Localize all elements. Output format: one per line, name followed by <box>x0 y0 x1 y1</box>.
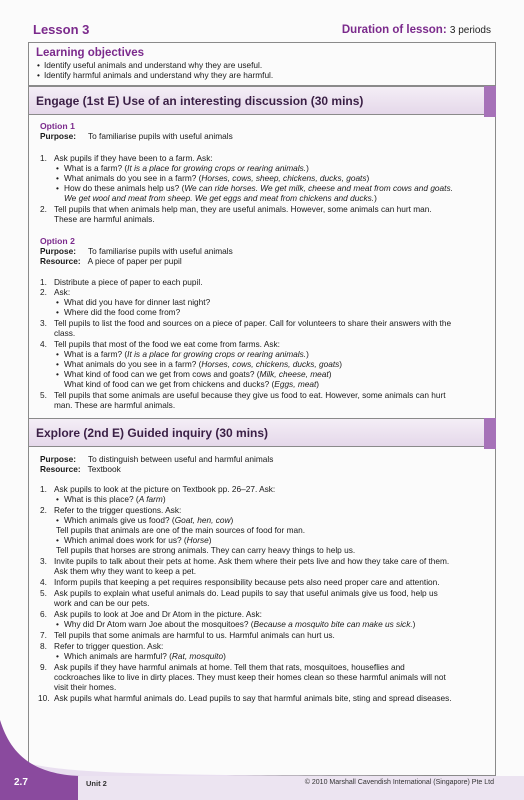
explore-bullet: • Which animal does work for us? (Horse) <box>56 535 212 545</box>
step-text: Inform pupils that keeping a pet requires responsibility because pets also need proper care and attention. <box>54 577 440 587</box>
bullet-text: Which animals are harmful? ( <box>64 651 172 661</box>
explore-step9-cont: visit their homes. <box>54 682 117 692</box>
option1-step2-cont: These are harmful animals. <box>54 214 155 224</box>
resource-label: Resource: <box>40 256 81 266</box>
option1-bullet: • How do these animals help us? (We can ride horses. We get milk, cheese and meat from cows and goats. <box>56 183 453 193</box>
bullet-text: What is this place? ( <box>64 494 139 504</box>
bullet-text: Which animals give us food? ( <box>64 515 175 525</box>
step-text: Tell pupils that when animals help man, they are useful animals. However, some animals can hurt man. <box>54 204 432 214</box>
option2-bullet: • What is a farm? (It is a place for growing crops or rearing animals.) <box>56 349 309 359</box>
step-number: 2. <box>40 204 47 214</box>
purpose-label: Purpose: <box>40 131 76 141</box>
option2-step-cont: class. <box>54 328 76 338</box>
option2-bullet: • What did you have for dinner last night? <box>56 297 211 307</box>
option1-bullet: • What animals do you see in a farm? (Horses, cows, sheep, chickens, ducks, goats) <box>56 173 370 183</box>
explore-step3 <box>40 556 449 566</box>
engage-band <box>29 86 495 115</box>
bullet-answer: We can ride horses. We get milk, cheese and meat from cows and goats. <box>184 183 453 193</box>
option2-resource <box>40 256 182 266</box>
bullet-text: What animals do you see in a farm? ( <box>64 359 202 369</box>
bullet-answer: Horses, cows, chickens, ducks, goats <box>201 359 340 369</box>
bullet-close: ) <box>223 651 226 661</box>
option1-purpose <box>40 131 233 141</box>
explore-step4 <box>40 577 440 587</box>
bullet-text: What did you have for dinner last night? <box>64 297 211 307</box>
step-text: Refer to the trigger questions. Ask: <box>54 505 182 515</box>
step-number: 1. <box>40 153 47 163</box>
explore-step5 <box>40 588 438 598</box>
step-number: 4. <box>40 577 47 587</box>
bullet-close: ) <box>208 535 212 545</box>
option2-step5-cont: man. These are harmful animals. <box>54 400 176 410</box>
lesson-duration <box>342 24 491 36</box>
explore-step2 <box>40 505 181 515</box>
bullet-close: ) <box>412 619 416 629</box>
step-number: 4. <box>40 339 47 349</box>
explore-step9 <box>40 662 405 672</box>
bullet-close: ) <box>162 494 166 504</box>
bullet-text: What is a farm? ( <box>64 349 128 359</box>
bullet-close: ) <box>306 349 309 359</box>
step-number: 8. <box>40 641 47 651</box>
step-text: Invite pupils to talk about their pets at home. Ask them where their pets live and how they take care of them. <box>54 556 450 566</box>
duration-value: 3 periods <box>449 25 491 36</box>
option2-bullet: • What kind of food can we get from cows and goats? (Milk, cheese, meat) <box>56 369 332 379</box>
bullet-answer: Horses, cows, sheep, chickens, ducks, goats <box>201 173 367 183</box>
step-text: Ask pupils if they have harmful animals at home. Tell them that rats, mosquitoes, houseflies and <box>54 662 405 672</box>
purpose-text: To familiarise pupils with useful animals <box>87 131 233 141</box>
bullet-close: ) <box>230 515 234 525</box>
bullet-text: What animals do you see in a farm? ( <box>64 173 202 183</box>
step-number: 9. <box>40 662 47 672</box>
option1-title: Option 1 <box>40 121 75 131</box>
lesson-header <box>28 22 496 42</box>
duration-label: Duration of lesson: <box>341 24 447 36</box>
bullet-answer: A farm <box>138 494 163 504</box>
bullet-close: ) <box>339 359 343 369</box>
step-number: 3. <box>40 318 47 328</box>
step-number: 3. <box>40 556 47 566</box>
bullet-answer: Milk, cheese, meat <box>259 369 329 379</box>
explore-bullet: • What is this place? (A farm) <box>56 494 166 504</box>
bullet-answer: Rat, mosquito <box>171 651 224 661</box>
bullet-answer: It is a place for growing crops or rearing animals. <box>127 163 307 173</box>
option2-step <box>40 287 70 297</box>
bullet-answer: We get wool and meat from sheep. We get eggs and meat from chickens and ducks. <box>64 193 375 203</box>
explore-step1 <box>40 484 275 494</box>
step-text: Tell pupils that some animals are harmful to us. Harmful animals can hurt us. <box>54 630 335 640</box>
explore-purpose <box>40 454 273 464</box>
option2-bullet-cont <box>64 379 319 389</box>
option2-purpose <box>40 246 233 256</box>
bullet-text: What kind of food can we get from chickens and ducks? ( <box>64 379 275 389</box>
step-number: 2. <box>40 505 47 515</box>
engage-title: Engage (1st E) Use of an interesting discussion (30 mins) <box>36 94 364 108</box>
step-text: Distribute a piece of paper to each pupil. <box>54 277 203 287</box>
explore-title: Explore (2nd E) Guided inquiry (30 mins) <box>36 426 269 440</box>
step-number: 5. <box>40 390 47 400</box>
objectives-section <box>29 43 495 86</box>
step-text: Ask pupils to look at the picture on Textbook pp. 26–27. Ask: <box>54 484 276 494</box>
explore-bullet: • Which animals are harmful? (Rat, mosquito) <box>56 651 226 661</box>
footer-swoosh <box>0 712 524 800</box>
step-text: Tell pupils to list the food and sources on a piece of paper. Call for volunteers to share their answers with the <box>54 318 452 328</box>
step-number: 7. <box>40 630 47 640</box>
resource-text: A piece of paper per pupil <box>87 256 182 266</box>
option1-step2 <box>40 204 432 214</box>
option2-bullet: • Where did the food come from? <box>56 307 181 317</box>
explore-step5-cont: work and can be our pets. <box>54 598 150 608</box>
step-number: 6. <box>40 609 47 619</box>
band-tab <box>484 418 496 449</box>
step-text: Tell pupils that most of the food we eat come from farms. Ask: <box>54 339 280 349</box>
explore-resource <box>40 464 121 474</box>
step-text: Ask: <box>54 287 71 297</box>
explore-note: Tell pupils that horses are strong animals. They can carry heavy things to help us. <box>56 545 356 555</box>
bullet-close: ) <box>366 173 370 183</box>
option2-bullet: • What animals do you see in a farm? (Horses, cows, chickens, ducks, goats) <box>56 359 343 369</box>
resource-text: Textbook <box>87 464 121 474</box>
option2-step <box>40 277 203 287</box>
option1-bullet: • What is a farm? (It is a place for growing crops or rearing animals.) <box>56 163 309 173</box>
bullet-text: How do these animals help us? ( <box>64 183 185 193</box>
unit-label: Unit 2 <box>86 779 107 788</box>
bullet-text: Where did the food come from? <box>64 307 181 317</box>
bullet-close: ) <box>374 193 377 203</box>
purpose-text: To familiarise pupils with useful animals <box>87 246 233 256</box>
resource-label: Resource: <box>40 464 81 474</box>
option1-bullet-cont <box>64 193 377 203</box>
page-number: 2.7 <box>14 777 28 788</box>
explore-bullet: • Why did Dr Atom warn Joe about the mosquitoes? (Because a mosquito bite can make us sick.) <box>56 619 416 629</box>
bullet-text: Why did Dr Atom warn Joe about the mosquitoes? ( <box>64 619 254 629</box>
bullet-answer: Eggs, meat <box>274 379 317 389</box>
objectives-title: Learning objectives <box>36 47 145 59</box>
explore-step9-cont: cockroaches like to live in dirty places. They must keep their homes clean so these harmful animals will not <box>54 672 446 682</box>
purpose-text: To distinguish between useful and harmful animals <box>87 454 274 464</box>
explore-step8 <box>40 641 163 651</box>
explore-note: Tell pupils that animals are one of the main sources of food for man. <box>56 525 306 535</box>
purpose-label: Purpose: <box>40 454 76 464</box>
step-text: Ask pupils to look at Joe and Dr Atom in the picture. Ask: <box>54 609 262 619</box>
step-text: Refer to trigger question. Ask: <box>54 641 164 651</box>
bullet-answer: Because a mosquito bite can make us sick. <box>253 619 413 629</box>
purpose-label: Purpose: <box>40 246 76 256</box>
bullet-text: What kind of food can we get from cows and goats? ( <box>64 369 260 379</box>
explore-band <box>29 418 495 447</box>
step-text: Ask pupils what harmful animals do. Lead pupils to say that harmful animals bite, sting and spread diseases. <box>54 693 452 703</box>
explore-step10 <box>38 693 452 703</box>
explore-bullet: • Which animals give us food? (Goat, hen, cow) <box>56 515 234 525</box>
step-number: 2. <box>40 287 47 297</box>
step-number: 10. <box>38 693 50 703</box>
explore-step7 <box>40 630 335 640</box>
explore-step3-cont: Ask them why they want to keep a pet. <box>54 566 197 576</box>
option2-step <box>40 339 280 349</box>
lesson-title: Lesson 3 <box>33 22 90 37</box>
bullet-answer: Horse <box>186 535 209 545</box>
step-text: Ask pupils to explain what useful animals do. Lead pupils to say that useful animals give us food, help us <box>54 588 438 598</box>
step-text: Ask pupils if they have been to a farm. Ask: <box>54 153 213 163</box>
step-number: 1. <box>40 484 47 494</box>
explore-step6 <box>40 609 262 619</box>
option1-step1 <box>40 153 213 163</box>
bullet-close: ) <box>328 369 332 379</box>
bullet-text: Which animal does work for us? ( <box>64 535 187 545</box>
bullet-answer: Goat, hen, cow <box>174 515 231 525</box>
option2-step5 <box>40 390 446 400</box>
objective-item: • Identify useful animals and understand why they are useful. <box>36 60 495 70</box>
step-number: 1. <box>40 277 47 287</box>
copyright: © 2010 Marshall Cavendish International (Singapore) Pte Ltd <box>304 779 494 786</box>
option2-step <box>40 318 451 328</box>
band-tab <box>484 86 496 117</box>
bullet-answer: It is a place for growing crops or rearing animals. <box>127 349 307 359</box>
bullet-close: ) <box>306 163 309 173</box>
bullet-close: ) <box>316 379 320 389</box>
objective-item: • Identify harmful animals and understand why they are harmful. <box>36 70 495 80</box>
step-text: Tell pupils that some animals are useful because they give us food to eat. However, some animals can hurt <box>54 390 446 400</box>
option2-title: Option 2 <box>40 236 75 246</box>
step-number: 5. <box>40 588 47 598</box>
bullet-text: What is a farm? ( <box>64 163 128 173</box>
